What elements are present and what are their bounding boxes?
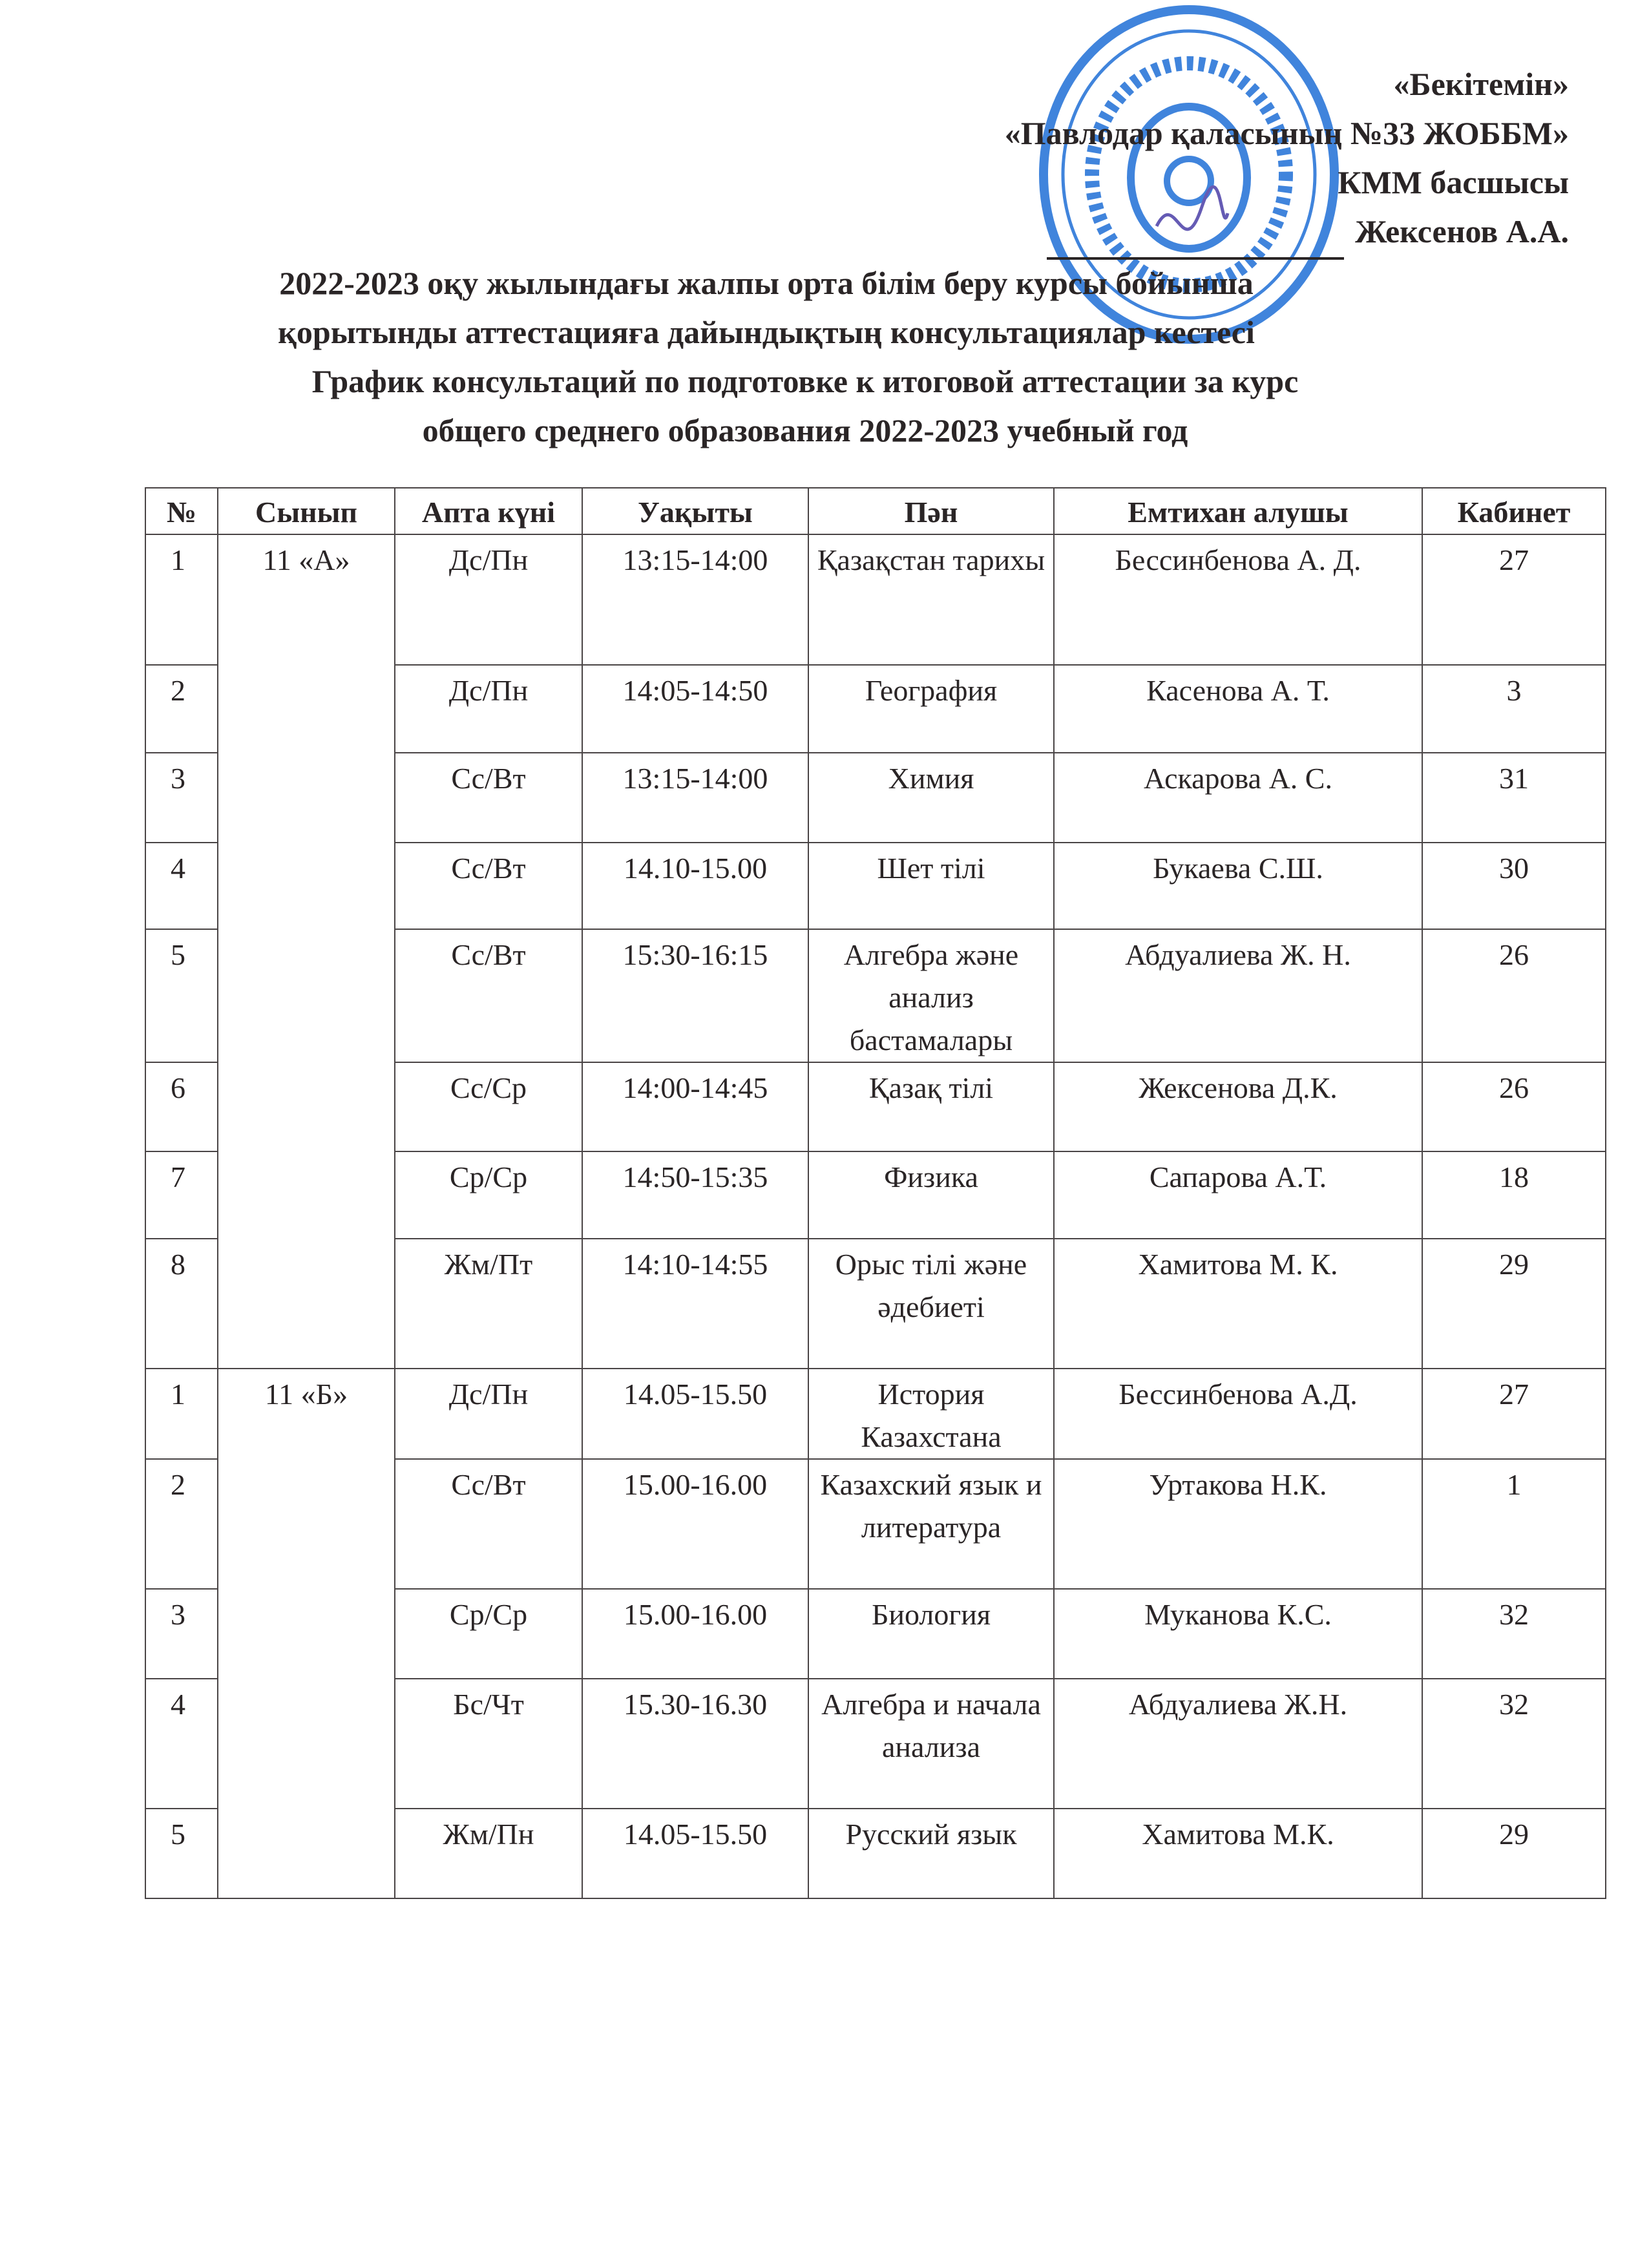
cell-time: 14:50-15:35 bbox=[582, 1151, 808, 1239]
cell-teacher: Абдуалиева Ж. Н. bbox=[1054, 929, 1422, 1062]
cell-subject: Шет тілі bbox=[808, 843, 1054, 929]
cell-day: Дс/Пн bbox=[395, 665, 582, 753]
cell-number: 5 bbox=[145, 1809, 218, 1898]
cell-room: 29 bbox=[1422, 1239, 1606, 1369]
cell-teacher: Жексенова Д.К. bbox=[1054, 1062, 1422, 1151]
title-line: График консультаций по подготовке к итоговой аттестации за курс bbox=[311, 363, 1299, 399]
cell-subject: Русский язык bbox=[808, 1809, 1054, 1898]
cell-subject: Қазақ тілі bbox=[808, 1062, 1054, 1151]
cell-room: 26 bbox=[1422, 1062, 1606, 1151]
approval-line: Жексенов А.А. bbox=[1355, 213, 1569, 249]
cell-room: 3 bbox=[1422, 665, 1606, 753]
cell-teacher: Уртакова Н.К. bbox=[1054, 1459, 1422, 1589]
cell-time: 13:15-14:00 bbox=[582, 534, 808, 665]
cell-class: 11 «Б» bbox=[218, 1369, 395, 1898]
header-time: Уақыты bbox=[582, 488, 808, 534]
cell-subject: История Казахстана bbox=[808, 1369, 1054, 1459]
cell-subject: Казахский язык и литература bbox=[808, 1459, 1054, 1589]
cell-number: 2 bbox=[145, 1459, 218, 1589]
cell-teacher: Сапарова А.Т. bbox=[1054, 1151, 1422, 1239]
cell-day: Дс/Пн bbox=[395, 534, 582, 665]
table-row bbox=[145, 1369, 1606, 1459]
approval-block bbox=[1005, 59, 1569, 256]
cell-time: 14:05-14:50 bbox=[582, 665, 808, 753]
cell-teacher: Букаева С.Ш. bbox=[1054, 843, 1422, 929]
cell-teacher: Аскарова А. С. bbox=[1054, 753, 1422, 843]
title-line: қорытынды аттестацияға дайындықтың консультациялар кестесі bbox=[278, 314, 1255, 350]
cell-room: 27 bbox=[1422, 1369, 1606, 1459]
cell-number: 8 bbox=[145, 1239, 218, 1369]
cell-day: Сс/Ср bbox=[395, 1062, 582, 1151]
cell-day: Ср/Ср bbox=[395, 1151, 582, 1239]
cell-room: 31 bbox=[1422, 753, 1606, 843]
cell-teacher: Бессинбенова А.Д. bbox=[1054, 1369, 1422, 1459]
cell-room: 27 bbox=[1422, 534, 1606, 665]
cell-subject: Физика bbox=[808, 1151, 1054, 1239]
cell-subject: Қазақстан тарихы bbox=[808, 534, 1054, 665]
cell-room: 29 bbox=[1422, 1809, 1606, 1898]
cell-number: 1 bbox=[145, 1369, 218, 1459]
approval-line: «Павлодар қаласының №33 ЖОББМ» bbox=[1004, 115, 1569, 151]
cell-day: Сс/Вт bbox=[395, 929, 582, 1062]
cell-number: 5 bbox=[145, 929, 218, 1062]
cell-number: 3 bbox=[145, 1589, 218, 1679]
cell-time: 14:10-14:55 bbox=[582, 1239, 808, 1369]
cell-teacher: Касенова А. Т. bbox=[1054, 665, 1422, 753]
cell-time: 13:15-14:00 bbox=[582, 753, 808, 843]
cell-number: 2 bbox=[145, 665, 218, 753]
cell-time: 14:00-14:45 bbox=[582, 1062, 808, 1151]
cell-number: 6 bbox=[145, 1062, 218, 1151]
cell-teacher: Абдуалиева Ж.Н. bbox=[1054, 1679, 1422, 1809]
cell-room: 18 bbox=[1422, 1151, 1606, 1239]
cell-teacher: Муканова К.С. bbox=[1054, 1589, 1422, 1679]
cell-room: 32 bbox=[1422, 1679, 1606, 1809]
cell-time: 14.10-15.00 bbox=[582, 843, 808, 929]
header-subject: Пән bbox=[808, 488, 1054, 534]
header-room: Кабинет bbox=[1422, 488, 1606, 534]
cell-subject: Орыс тілі және әдебиеті bbox=[808, 1239, 1054, 1369]
cell-room: 30 bbox=[1422, 843, 1606, 929]
table-header-row bbox=[145, 488, 1606, 534]
cell-day: Бс/Чт bbox=[395, 1679, 582, 1809]
cell-number: 4 bbox=[145, 843, 218, 929]
cell-room: 32 bbox=[1422, 1589, 1606, 1679]
cell-day: Жм/Пт bbox=[395, 1239, 582, 1369]
cell-day: Сс/Вт bbox=[395, 843, 582, 929]
cell-subject: Алгебра и начала анализа bbox=[808, 1679, 1054, 1809]
cell-number: 4 bbox=[145, 1679, 218, 1809]
cell-subject: Биология bbox=[808, 1589, 1054, 1679]
cell-room: 26 bbox=[1422, 929, 1606, 1062]
cell-number: 1 bbox=[145, 534, 218, 665]
cell-time: 15.30-16.30 bbox=[582, 1679, 808, 1809]
table-row bbox=[145, 534, 1606, 665]
cell-time: 15.00-16.00 bbox=[582, 1459, 808, 1589]
cell-day: Ср/Ср bbox=[395, 1589, 582, 1679]
cell-time: 15.00-16.00 bbox=[582, 1589, 808, 1679]
title-line: общего среднего образования 2022-2023 учебный год bbox=[422, 412, 1188, 448]
cell-day: Жм/Пн bbox=[395, 1809, 582, 1898]
header-class: Сынып bbox=[218, 488, 395, 534]
consultation-schedule-table bbox=[145, 487, 1606, 1899]
cell-time: 14.05-15.50 bbox=[582, 1809, 808, 1898]
header-day: Апта күні bbox=[395, 488, 582, 534]
cell-room: 1 bbox=[1422, 1459, 1606, 1589]
cell-subject: Алгебра және анализ бастамалары bbox=[808, 929, 1054, 1062]
header-teacher: Емтихан алушы bbox=[1054, 488, 1422, 534]
cell-subject: География bbox=[808, 665, 1054, 753]
cell-day: Сс/Вт bbox=[395, 753, 582, 843]
cell-day: Сс/Вт bbox=[395, 1459, 582, 1589]
approval-line: КММ басшысы bbox=[1338, 164, 1569, 200]
approval-line: «Бекітемін» bbox=[1393, 66, 1569, 102]
cell-subject: Химия bbox=[808, 753, 1054, 843]
document-title bbox=[0, 258, 1649, 455]
cell-number: 3 bbox=[145, 753, 218, 843]
cell-class: 11 «А» bbox=[218, 534, 395, 1369]
cell-time: 15:30-16:15 bbox=[582, 929, 808, 1062]
title-line: 2022-2023 оқу жылындағы жалпы орта білім беру курсы бойынша bbox=[279, 265, 1254, 301]
cell-day: Дс/Пн bbox=[395, 1369, 582, 1459]
header-number: № bbox=[145, 488, 218, 534]
cell-teacher: Хамитова М. К. bbox=[1054, 1239, 1422, 1369]
cell-teacher: Бессинбенова А. Д. bbox=[1054, 534, 1422, 665]
cell-time: 14.05-15.50 bbox=[582, 1369, 808, 1459]
cell-teacher: Хамитова М.К. bbox=[1054, 1809, 1422, 1898]
cell-number: 7 bbox=[145, 1151, 218, 1239]
